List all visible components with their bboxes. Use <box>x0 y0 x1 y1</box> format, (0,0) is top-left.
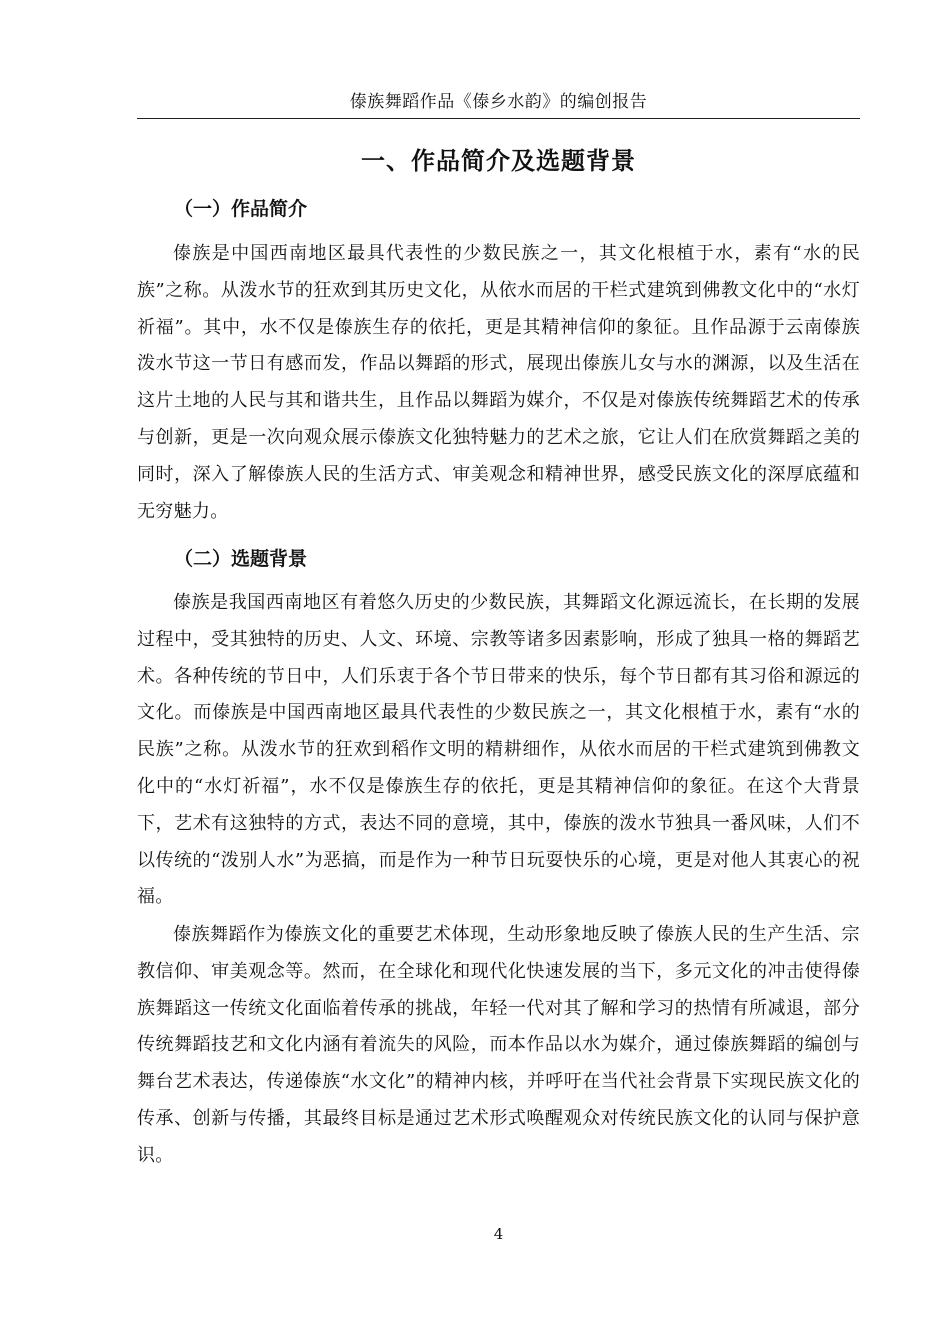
running-header: 傣族舞蹈作品《傣乡水韵》的编创报告 <box>349 92 648 112</box>
paragraph-background-2: 傣族舞蹈作为傣族文化的重要艺术体现，生动形象地反映了傣族人民的生产生活、宗教信仰、审美观念等。然而，在全球化和现代化快速发展的当下，多元文化的冲击使得傣族舞蹈这一传统文化面临着传承的挑战，年轻一代对其了解和学习的热情有所减退，部分传统舞蹈技艺和文化内涵有着流失的风险，而本作品以水为媒介，通过傣族舞蹈的编创与舞台艺术表达，传递傣族“水文化”的精神内核，并呼吁在当代社会背景下实现民族文化的传承、创新与传播，其最终目标是通过艺术形式唤醒观众对传统民族文化的认同与保护意识。 <box>137 924 860 1166</box>
section-title-background: （二）选题背景 <box>174 548 308 570</box>
chapter-title: 一、作品简介及选题背景 <box>361 147 636 175</box>
section-title-intro: （一）作品简介 <box>174 198 308 220</box>
paragraph-background-1: 傣族是我国西南地区有着悠久历史的少数民族，其舞蹈文化源远流长，在长期的发展过程中，受其独特的历史、人文、环境、宗教等诸多因素影响，形成了独具一格的舞蹈艺术。各种传统的节日中，人们乐衷于各个节日带来的快乐，每个节日都有其习俗和源远的文化。而傣族是中国西南地区最具代表性的少数民族之一，其文化根植于水，素有“水的民族”之称。从泼水节的狂欢到稻作文明的精耕细作，从依水而居的干栏式建筑到佛教文化中的“水灯祈福”，水不仅是傣族生存的依托，更是其精神信仰的象征。在这个大背景下，艺术有这独特的方式，表达不同的意境，其中，傣族的泼水节独具一番风味，人们不以传统的“泼别人水”为恶搞，而是作为一种节日玩耍快乐的心境，更是对他人其衷心的祝福。 <box>137 592 860 908</box>
paragraph-intro: 傣族是中国西南地区最具代表性的少数民族之一，其文化根植于水，素有“水的民族”之称。从泼水节的狂欢到其历史文化，从依水而居的干栏式建筑到佛教文化中的“水灯祈福”。其中，水不仅是傣族生存的依托，更是其精神信仰的象征。且作品源于云南傣族泼水节这一节日有感而发，作品以舞蹈的形式，展现出傣族儿女与水的渊源，以及生活在这片土地的人民与其和谐共生，且作品以舞蹈为媒介，不仅是对傣族传统舞蹈艺术的传承与创新，更是一次向观众展示傣族文化独特魅力的艺术之旅，它让人们在欣赏舞蹈之美的同时，深入了解傣族人民的生活方式、审美观念和精神世界，感受民族文化的深厚底蕴和无穷魅力。 <box>137 243 860 522</box>
header-rule <box>137 118 860 119</box>
page-number: 4 <box>493 1225 504 1243</box>
